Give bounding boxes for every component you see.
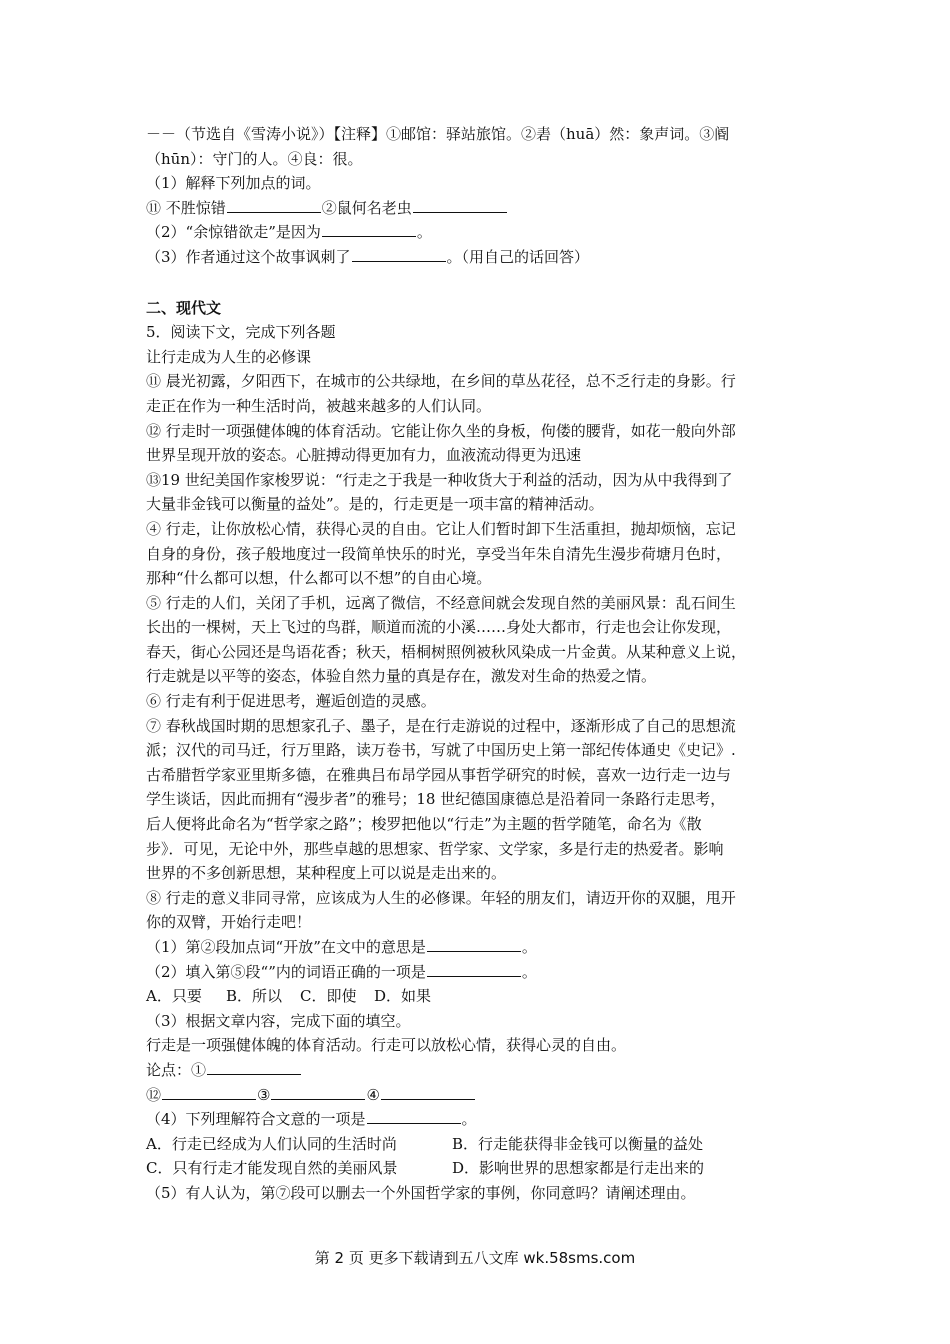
answer-blank[interactable] <box>381 1084 475 1100</box>
article-line: 古希腊哲学家亚里斯多德，在雅典吕布昂学园从事哲学研究的时候，喜欢一边行走一边与 <box>146 765 732 784</box>
answer-blank[interactable] <box>352 246 446 262</box>
answer-blank[interactable] <box>413 197 507 213</box>
sub-question-2-text: （2）填入第⑤段“”内的词语正确的一项是 <box>146 962 426 981</box>
article-line: ⑤ 行走的人们，关闭了手机，远离了微信，不经意间就会发现自然的美丽风景：乱石间生 <box>146 593 736 612</box>
article-line: 那种“什么都可以想，什么都可以不想”的自由心境。 <box>146 569 492 588</box>
article-line: 大量非金钱可以衡量的益处”。是的，行走更是一项丰富的精神活动。 <box>146 495 604 514</box>
answer-blank[interactable] <box>162 1084 256 1100</box>
option-b[interactable]: B．行走能获得非金钱可以衡量的益处 <box>452 1134 704 1153</box>
article-line: ⑪ 晨光初露，夕阳西下，在城市的公共绿地，在乡间的草丛花径，总不乏行走的身影。行 <box>146 372 736 391</box>
option-a[interactable]: A．只要 <box>146 987 202 1006</box>
sub-question-4-options-row-2 <box>146 1156 816 1181</box>
answer-blank[interactable] <box>367 1108 461 1124</box>
classical-q3-end: 。（用自己的话回答） <box>446 247 590 266</box>
article-line: 学生谈话，因此而拥有“漫步者”的雅号；18 世纪德国康德总是沿着同一条路行走思考， <box>146 790 726 809</box>
article-line: ⑦ 春秋战国时期的思想家孔子、墨子，是在行走游说的过程中，逐渐形成了自己的思想流 <box>146 716 736 735</box>
marker-2: ⑫ <box>146 1085 162 1104</box>
sub-question-4 <box>146 1107 816 1132</box>
classical-q2-end: 。 <box>416 223 432 242</box>
sub-question-4-options-row-1 <box>146 1132 816 1157</box>
classical-q2-text: （2）“余惊错欲走”是因为 <box>146 223 321 242</box>
option-c[interactable]: C．只有行走才能发现自然的美丽风景 <box>146 1159 398 1178</box>
spacer <box>146 270 816 296</box>
article-line: 行走就是以平等的姿态，体验自然力量的真是存在，激发对生命的热爱之情。 <box>146 667 657 686</box>
article-line: 世界的不多创新思想，某种程度上可以说是走出来的。 <box>146 864 507 883</box>
option-a[interactable]: A．行走已经成为人们认同的生活时尚 <box>146 1134 397 1153</box>
option-b[interactable]: B．所以 <box>226 987 283 1006</box>
article-line: ⑧ 行走的意义非同寻常，应该成为人生的必修课。年轻的朋友们，请迈开你的双腿，甩开 <box>146 888 736 907</box>
page-content <box>146 122 816 1206</box>
article-line: ④ 行走，让你放松心情，获得心灵的自由。它让人们暂时卸下生活重担，抛却烦恼，忘记 <box>146 519 736 538</box>
sub-question-4-end: 。 <box>461 1110 477 1129</box>
classical-q1-item-2: ②鼠何名老虫 <box>321 198 412 217</box>
article-line: 步》．可见，无论中外，那些卓越的思想家、哲学家、文学家，多是行走的热爱者。影响 <box>146 839 724 858</box>
classical-q1-items <box>146 196 816 221</box>
article-line: ⑫ 行走时一项强健体魄的体育活动。它能让你久坐的身板，佝偻的腰背，如花一般向外部 <box>146 421 736 440</box>
sub-question-5: （5）有人认为，第⑦段可以删去一个外国哲学家的事例，你同意吗？请阐述理由。 <box>146 1183 696 1202</box>
sub-question-1-end: 。 <box>521 938 537 956</box>
answer-blank[interactable] <box>227 197 321 213</box>
passage-note-line-2: （hūn）：守门的人。④良：很。 <box>146 149 363 168</box>
classical-q1-item-1: ⑪ 不胜惊错 <box>146 198 226 217</box>
classical-q1: （1）解释下列加点的词。 <box>146 174 321 193</box>
option-d[interactable]: D．如果 <box>374 987 432 1006</box>
answer-blank[interactable] <box>427 961 521 977</box>
sub-question-1-text: （1）第②段加点词“开放”在文中的意思是 <box>146 938 426 956</box>
article-line: 自身的身份，孩子般地度过一段简单快乐的时光，享受当年朱自清先生漫步荷塘月色时， <box>146 544 732 563</box>
article-line: 派；汉代的司马迁，行万里路，读万卷书，写就了中国历史上第一部纪传体通史《史记》. <box>146 741 736 760</box>
option-d[interactable]: D．影响世界的思想家都是行走出来的 <box>452 1159 705 1178</box>
sub-question-3-blanks <box>146 1083 816 1108</box>
sub-question-3: （3）根据文章内容，完成下面的填空。 <box>146 1011 411 1030</box>
sub-question-2-end: 。 <box>521 962 537 981</box>
classical-q3 <box>146 245 816 270</box>
sub-question-3-thesis <box>146 1058 816 1083</box>
marker-4: ④ <box>366 1085 380 1104</box>
article-line: 走正在作为一种生活时尚，被越来越多的人们认同。 <box>146 396 492 415</box>
option-c[interactable]: C．即使 <box>300 987 357 1006</box>
article-line: 长出的一棵树，天上飞过的鸟群，顺道而流的小溪……身处大都市，行走也会让你发现， <box>146 618 732 637</box>
thesis-label: 论点：① <box>146 1060 207 1079</box>
answer-blank[interactable] <box>427 936 521 952</box>
article-title: 让行走成为人生的必修课 <box>146 347 312 366</box>
article-line: ⑬19 世纪美国作家梭罗说：“行走之于我是一种收货大于利益的活动，因为从中我得到了 <box>146 470 733 489</box>
answer-blank[interactable] <box>271 1084 365 1100</box>
sub-question-3-text: 行走是一项强健体魄的体育活动。行走可以放松心情，获得心灵的自由。 <box>146 1036 627 1055</box>
article-line: 后人便将此命名为“哲学家之路”；梭罗把他以“行走”为主题的哲学随笔，命名为《散 <box>146 815 702 834</box>
sub-question-2-options <box>146 984 816 1009</box>
article-line: ⑥ 行走有利于促进思考，邂逅创造的灵感。 <box>146 692 436 711</box>
classical-q2 <box>146 220 816 245</box>
sub-question-1 <box>146 935 816 960</box>
sub-question-4-text: （4）下列理解符合文意的一项是 <box>146 1110 366 1129</box>
classical-q3-text: （3）作者通过这个故事讽刺了 <box>146 247 351 266</box>
article-line: 世界呈现开放的姿态。心脏搏动得更加有力，血液流动得更为迅速 <box>146 446 582 465</box>
article-body <box>146 369 816 935</box>
article-line: 春天，街心公园还是鸟语花香；秋天，梧桐树照例被秋风染成一片金黄。从某种意义上说， <box>146 642 747 661</box>
marker-3: ③ <box>257 1085 271 1104</box>
page-footer: 第 2 页 更多下载请到五八文库 wk.58sms.com <box>314 1249 636 1267</box>
passage-note-line-1: －－（节选自《雪涛小说》）【注释】①邮馆：驿站旅馆。②砉（huā）然：象声词。③阍 <box>146 125 730 143</box>
article-line: 你的双臂，开始行走吧！ <box>146 913 312 932</box>
sub-question-2 <box>146 960 816 985</box>
question-5-intro: 5．阅读下文，完成下列各题 <box>146 323 336 342</box>
answer-blank[interactable] <box>207 1059 301 1075</box>
section-title: 二、现代文 <box>146 298 222 317</box>
answer-blank[interactable] <box>322 221 416 237</box>
